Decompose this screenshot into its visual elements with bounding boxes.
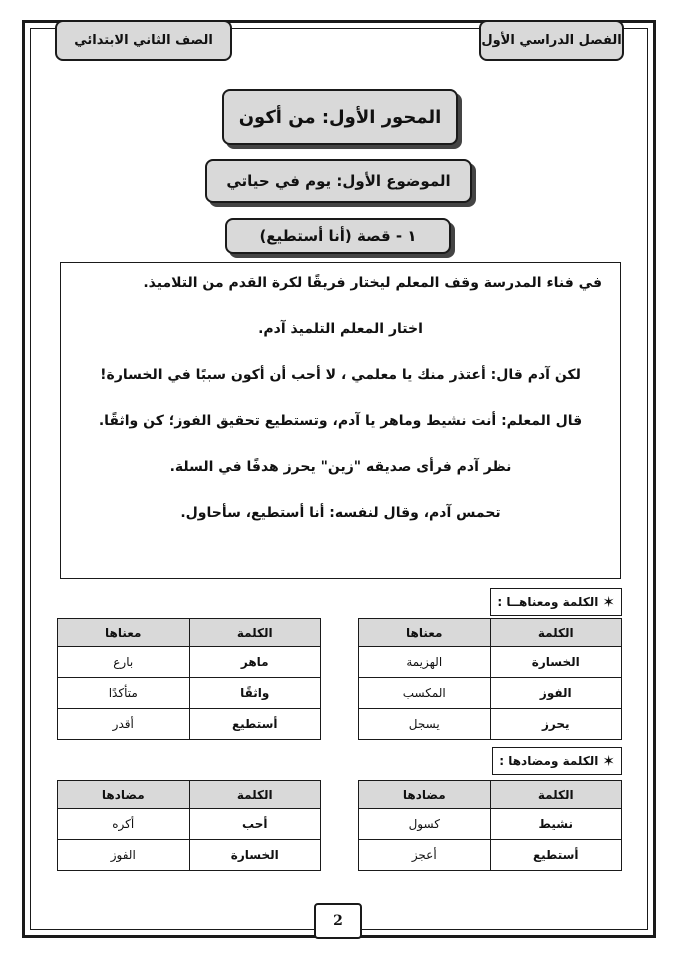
opposite-cell: الفوز bbox=[58, 840, 190, 871]
story-line: قال المعلم: أنت نشيط وماهر يا آدم، وتستطيع تحقيق الفوز؛ كن واثقًا. bbox=[98, 413, 583, 429]
header-word: الكلمة bbox=[189, 781, 321, 809]
opposites-table-right bbox=[358, 780, 622, 871]
word-cell: أستطيع bbox=[490, 840, 622, 871]
opposites-section-label bbox=[492, 747, 622, 775]
table-row bbox=[58, 809, 321, 840]
story-box bbox=[60, 262, 621, 579]
table-header-row bbox=[359, 781, 622, 809]
header-word: الكلمة bbox=[490, 619, 622, 647]
table-row bbox=[359, 678, 622, 709]
meaning-cell: الهزيمة bbox=[359, 647, 491, 678]
table-row bbox=[359, 809, 622, 840]
table-row bbox=[359, 647, 622, 678]
header-word: الكلمة bbox=[490, 781, 622, 809]
header-meaning: معناها bbox=[359, 619, 491, 647]
table-row bbox=[58, 840, 321, 871]
opposites-table-left bbox=[57, 780, 321, 871]
table-row bbox=[58, 709, 321, 740]
semester-label: الفصل الدراسي الأول bbox=[479, 20, 624, 61]
table-header-row bbox=[58, 781, 321, 809]
meanings-section-label bbox=[490, 588, 622, 616]
meaning-cell: بارع bbox=[58, 647, 190, 678]
table-header-row bbox=[58, 619, 321, 647]
star-icon: ✶ bbox=[602, 752, 615, 770]
lesson-title: ١ - قصة (أنا أستطيع) bbox=[225, 218, 451, 254]
page-number: 2 bbox=[314, 903, 362, 939]
meanings-table-right bbox=[358, 618, 622, 740]
table-header-row bbox=[359, 619, 622, 647]
word-cell: يحرز bbox=[490, 709, 622, 740]
word-cell: الفوز bbox=[490, 678, 622, 709]
opposite-cell: أعجز bbox=[359, 840, 491, 871]
word-cell: واثقًا bbox=[189, 678, 321, 709]
grade-label: الصف الثاني الابتدائي bbox=[55, 20, 232, 61]
story-line: نظر آدم فرأى صديقه "زين" يحرز هدفًا في السلة. bbox=[169, 459, 512, 475]
meaning-cell: أقدر bbox=[58, 709, 190, 740]
topic-title: الموضوع الأول: يوم في حياتي bbox=[205, 159, 472, 203]
meanings-label-text: الكلمة ومعناهــا : bbox=[497, 595, 599, 609]
word-cell: نشيط bbox=[490, 809, 622, 840]
axis-title: المحور الأول: من أكون bbox=[222, 89, 458, 145]
table-row bbox=[58, 647, 321, 678]
header-opposite: مضادها bbox=[359, 781, 491, 809]
table-row bbox=[359, 840, 622, 871]
word-cell: ماهر bbox=[189, 647, 321, 678]
meanings-table-left bbox=[57, 618, 321, 740]
table-row bbox=[58, 678, 321, 709]
header-meaning: معناها bbox=[58, 619, 190, 647]
opposites-label-text: الكلمة ومضادها : bbox=[499, 754, 599, 768]
opposite-cell: كسول bbox=[359, 809, 491, 840]
word-cell: الخسارة bbox=[490, 647, 622, 678]
story-line: تحمس آدم، وقال لنفسه: أنا أستطيع، سأحاول. bbox=[180, 505, 501, 521]
story-line: في فناء المدرسة وقف المعلم ليختار فريقًا لكرة القدم من التلاميذ. bbox=[143, 275, 602, 291]
table-row bbox=[359, 709, 622, 740]
word-cell: أحب bbox=[189, 809, 321, 840]
opposite-cell: أكره bbox=[58, 809, 190, 840]
meaning-cell: المكسب bbox=[359, 678, 491, 709]
word-cell: أستطيع bbox=[189, 709, 321, 740]
meaning-cell: يسجل bbox=[359, 709, 491, 740]
word-cell: الخسارة bbox=[189, 840, 321, 871]
header-word: الكلمة bbox=[189, 619, 321, 647]
header-opposite: مضادها bbox=[58, 781, 190, 809]
story-line: لكن آدم قال: أعتذر منك يا معلمي ، لا أحب أن أكون سببًا في الخسارة! bbox=[100, 367, 581, 383]
story-line: اختار المعلم التلميذ آدم. bbox=[258, 321, 423, 337]
star-icon: ✶ bbox=[602, 593, 615, 611]
meaning-cell: متأكدًا bbox=[58, 678, 190, 709]
